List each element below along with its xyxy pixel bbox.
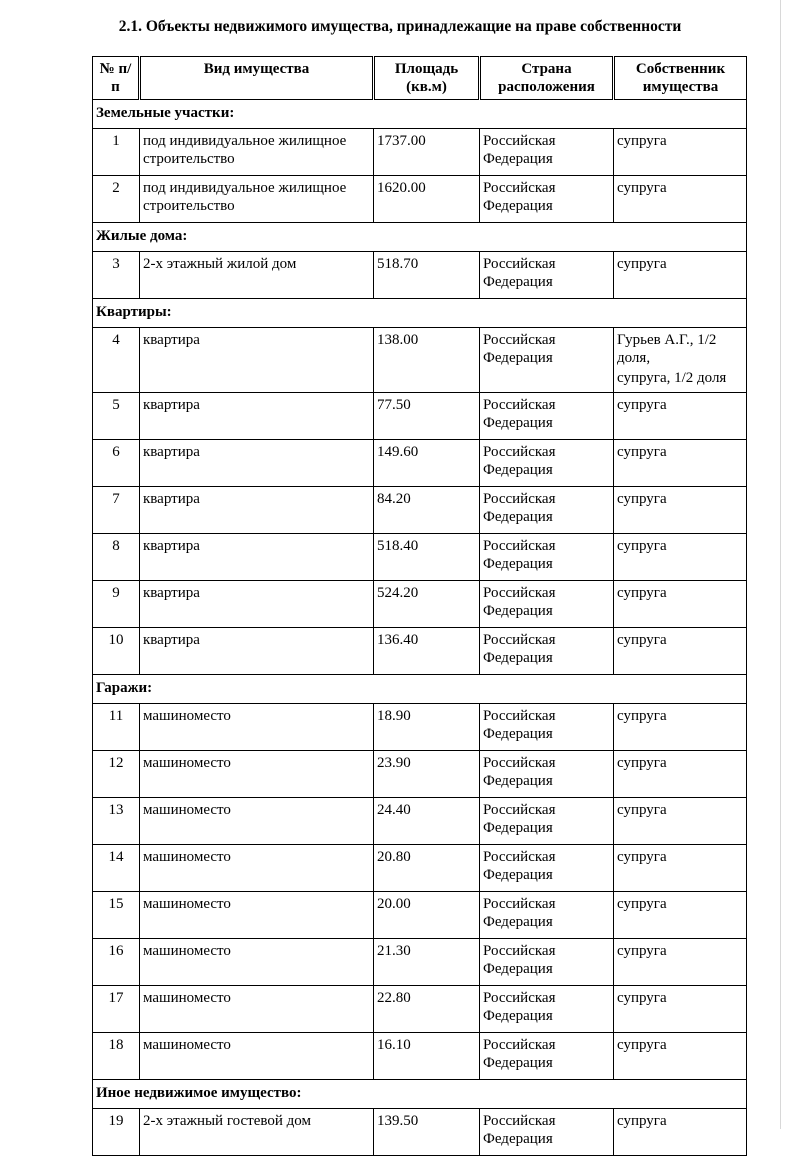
country: Российская Федерация	[480, 440, 614, 487]
area-value: 1737.00	[374, 129, 480, 176]
table-body	[93, 100, 747, 1156]
property-type: машиноместо	[140, 704, 374, 751]
section-row	[93, 299, 747, 328]
country: Российская Федерация	[480, 176, 614, 223]
property-type: машиноместо	[140, 1033, 374, 1080]
owner-line: супруга, 1/2 доля	[617, 370, 727, 386]
area-value: 21.30	[374, 939, 480, 986]
area-value: 149.60	[374, 440, 480, 487]
table-row	[93, 393, 747, 440]
owner-line: супруга	[617, 896, 667, 912]
country: Российская Федерация	[480, 939, 614, 986]
row-number: 12	[93, 751, 140, 798]
owner	[614, 628, 747, 675]
table-row	[93, 751, 747, 798]
owner	[614, 581, 747, 628]
table-header-row	[93, 57, 747, 100]
section-title: Квартиры:	[93, 299, 747, 328]
row-number: 15	[93, 892, 140, 939]
owner	[614, 534, 747, 581]
country: Российская Федерация	[480, 892, 614, 939]
section-row	[93, 100, 747, 129]
header-area: Площадь (кв.м)	[374, 57, 480, 100]
owner-line: супруга	[617, 632, 667, 648]
table-row	[93, 176, 747, 223]
area-value: 518.40	[374, 534, 480, 581]
table-row	[93, 487, 747, 534]
section-row	[93, 223, 747, 252]
country: Российская Федерация	[480, 986, 614, 1033]
header-country: Страна расположения	[480, 57, 614, 100]
owner-line: супруга	[617, 1037, 667, 1053]
owner	[614, 798, 747, 845]
property-type: квартира	[140, 581, 374, 628]
owner-line: супруга	[617, 180, 667, 196]
table-row	[93, 628, 747, 675]
row-number: 2	[93, 176, 140, 223]
country: Российская Федерация	[480, 393, 614, 440]
owner-line: супруга	[617, 397, 667, 413]
property-type: квартира	[140, 393, 374, 440]
owner	[614, 129, 747, 176]
section-title: Гаражи:	[93, 675, 747, 704]
area-value: 1620.00	[374, 176, 480, 223]
row-number: 19	[93, 1109, 140, 1156]
area-value: 524.20	[374, 581, 480, 628]
row-number: 6	[93, 440, 140, 487]
country: Российская Федерация	[480, 487, 614, 534]
country: Российская Федерация	[480, 1033, 614, 1080]
row-number: 4	[93, 328, 140, 393]
property-type: 2-х этажный гостевой дом	[140, 1109, 374, 1156]
row-number: 3	[93, 252, 140, 299]
property-type: машиноместо	[140, 845, 374, 892]
row-number: 5	[93, 393, 140, 440]
row-number: 16	[93, 939, 140, 986]
property-type: машиноместо	[140, 939, 374, 986]
owner	[614, 939, 747, 986]
row-number: 9	[93, 581, 140, 628]
table-row	[93, 892, 747, 939]
property-type: квартира	[140, 487, 374, 534]
country: Российская Федерация	[480, 252, 614, 299]
owner-line: супруга	[617, 755, 667, 771]
area-value: 20.00	[374, 892, 480, 939]
owner	[614, 176, 747, 223]
owner-line: супруга	[617, 256, 667, 272]
table-row	[93, 440, 747, 487]
country: Российская Федерация	[480, 328, 614, 393]
section-row	[93, 1080, 747, 1109]
table-row	[93, 939, 747, 986]
property-table	[92, 56, 747, 1156]
property-type: 2-х этажный жилой дом	[140, 252, 374, 299]
row-number: 11	[93, 704, 140, 751]
row-number: 8	[93, 534, 140, 581]
table-row	[93, 129, 747, 176]
table-row	[93, 534, 747, 581]
area-value: 139.50	[374, 1109, 480, 1156]
area-value: 16.10	[374, 1033, 480, 1080]
country: Российская Федерация	[480, 845, 614, 892]
country: Российская Федерация	[480, 129, 614, 176]
country: Российская Федерация	[480, 1109, 614, 1156]
section-row	[93, 675, 747, 704]
section-title: Жилые дома:	[93, 223, 747, 252]
property-type: под индивидуальное жилищное строительство	[140, 129, 374, 176]
page-edge-line	[780, 0, 781, 1129]
property-type: квартира	[140, 628, 374, 675]
owner	[614, 328, 747, 393]
owner-line: супруга	[617, 444, 667, 460]
row-number: 10	[93, 628, 140, 675]
owner	[614, 440, 747, 487]
page-title: 2.1. Объекты недвижимого имущества, принадлежащие на праве собственности	[118, 18, 682, 35]
country: Российская Федерация	[480, 798, 614, 845]
table-row	[93, 845, 747, 892]
table-row	[93, 1033, 747, 1080]
area-value: 18.90	[374, 704, 480, 751]
area-value: 20.80	[374, 845, 480, 892]
table-row	[93, 986, 747, 1033]
table-row	[93, 798, 747, 845]
table-row	[93, 252, 747, 299]
property-type: машиноместо	[140, 986, 374, 1033]
area-value: 136.40	[374, 628, 480, 675]
owner	[614, 393, 747, 440]
owner	[614, 1033, 747, 1080]
row-number: 18	[93, 1033, 140, 1080]
property-type: машиноместо	[140, 798, 374, 845]
property-type: квартира	[140, 440, 374, 487]
owner	[614, 1109, 747, 1156]
area-value: 24.40	[374, 798, 480, 845]
row-number: 17	[93, 986, 140, 1033]
area-value: 22.80	[374, 986, 480, 1033]
owner-line: супруга	[617, 491, 667, 507]
property-type: квартира	[140, 534, 374, 581]
country: Российская Федерация	[480, 628, 614, 675]
row-number: 13	[93, 798, 140, 845]
row-number: 1	[93, 129, 140, 176]
table-row	[93, 581, 747, 628]
area-value: 84.20	[374, 487, 480, 534]
table-row	[93, 704, 747, 751]
owner-line: супруга	[617, 802, 667, 818]
header-number: № п/п	[93, 57, 140, 100]
owner-line: супруга	[617, 708, 667, 724]
country: Российская Федерация	[480, 581, 614, 628]
owner	[614, 986, 747, 1033]
owner-line: супруга	[617, 585, 667, 601]
owner-line: супруга	[617, 990, 667, 1006]
owner-line: супруга	[617, 133, 667, 149]
owner	[614, 704, 747, 751]
owner	[614, 751, 747, 798]
owner-line: супруга	[617, 943, 667, 959]
table-row	[93, 328, 747, 393]
header-property-type: Вид имущества	[140, 57, 374, 100]
section-title: Иное недвижимое имущество:	[93, 1080, 747, 1109]
area-value: 518.70	[374, 252, 480, 299]
property-type: машиноместо	[140, 892, 374, 939]
owner	[614, 487, 747, 534]
owner	[614, 252, 747, 299]
header-owner: Собственник имущества	[614, 57, 747, 100]
table-row	[93, 1109, 747, 1156]
owner	[614, 892, 747, 939]
property-type: машиноместо	[140, 751, 374, 798]
row-number: 14	[93, 845, 140, 892]
owner-line: супруга	[617, 1113, 667, 1129]
country: Российская Федерация	[480, 704, 614, 751]
area-value: 23.90	[374, 751, 480, 798]
section-title: Земельные участки:	[93, 100, 747, 129]
country: Российская Федерация	[480, 534, 614, 581]
owner-line: супруга	[617, 849, 667, 865]
property-type: квартира	[140, 328, 374, 393]
property-type: под индивидуальное жилищное строительство	[140, 176, 374, 223]
area-value: 138.00	[374, 328, 480, 393]
row-number: 7	[93, 487, 140, 534]
country: Российская Федерация	[480, 751, 614, 798]
owner	[614, 845, 747, 892]
owner-line: Гурьев А.Г., 1/2 доля,	[617, 332, 717, 366]
owner-line: супруга	[617, 538, 667, 554]
area-value: 77.50	[374, 393, 480, 440]
